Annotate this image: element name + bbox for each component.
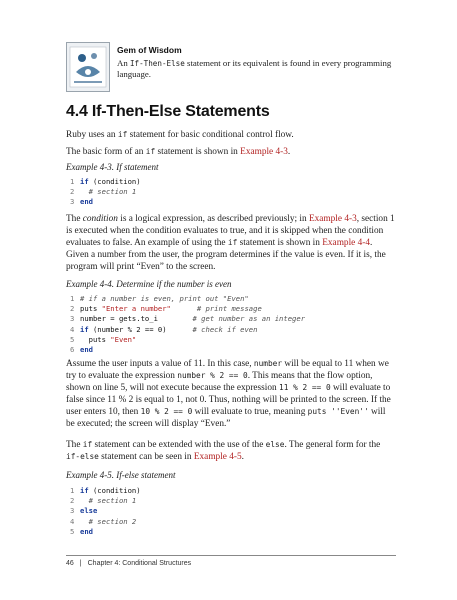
- code-token: (condition): [88, 486, 141, 495]
- code-token: [80, 496, 89, 505]
- example-caption: Example 4-4. Determine if the number is even: [66, 279, 232, 289]
- code-token: number = gets.to_i: [80, 314, 158, 324]
- gem-title: Gem of Wisdom: [117, 45, 182, 55]
- line-number: 2: [70, 304, 75, 314]
- code-token: # print message: [196, 304, 262, 314]
- example-link[interactable]: Example 4-3: [308, 214, 357, 224]
- code-token: "Enter a number": [101, 304, 171, 314]
- line-number: 3: [70, 197, 75, 207]
- code-line: [70, 335, 305, 345]
- code-line: [70, 325, 305, 335]
- code-token: if: [80, 324, 89, 334]
- paragraph-else: The if statement can be extended with the use of the else. The general form for the if-else statement can be seen in Example 4-5.: [66, 440, 381, 462]
- code-line: [70, 486, 141, 496]
- code-block-example-4-3: [70, 177, 141, 208]
- code-block-example-4-4: [70, 294, 305, 355]
- gem-text: An If-Then-Else statement or its equivalent is found in every programming language.: [117, 58, 392, 79]
- footer-separator: |: [79, 560, 82, 567]
- paragraph-condition: The condition is a logical expression, as described previously; in Example 4-3, section 1 is executed when the condition evaluates to true, and it is skipped when the condition evaluates to false. An example of using the if statement is shown in Example 4-4. Given a number from the user, the program determines if the value is even. If it is, the program will print “Even” to the screen.: [66, 214, 395, 272]
- inline-code: puts ''Even'': [307, 407, 369, 416]
- code-token: # section 1: [88, 496, 137, 506]
- inline-code: if: [117, 130, 128, 139]
- code-token: if: [80, 177, 89, 186]
- code-line: [70, 314, 305, 324]
- code-line: [70, 187, 141, 197]
- example-link[interactable]: Example 4-3: [240, 147, 288, 157]
- inline-code: If-Then-Else: [129, 59, 185, 68]
- inline-code: if-else: [66, 452, 99, 461]
- gem-of-wisdom-callout: [66, 40, 406, 96]
- line-number: 3: [70, 314, 75, 324]
- line-number: 4: [70, 516, 75, 526]
- code-token: end: [80, 526, 93, 536]
- line-number: 5: [70, 526, 75, 536]
- code-token: [167, 325, 193, 334]
- code-line: [70, 294, 305, 304]
- footer-rule: [66, 555, 396, 556]
- inline-code: 11 % 2 == 0: [279, 383, 331, 392]
- chapter-title: Chapter 4: Conditional Structures: [87, 560, 192, 567]
- inline-code: number % 2 == 0: [177, 371, 248, 380]
- inline-code: if: [227, 238, 238, 247]
- code-token: [80, 187, 89, 196]
- code-token: # get number as an integer: [192, 314, 306, 324]
- code-token: (condition): [88, 177, 141, 186]
- code-token: "Even": [110, 334, 137, 344]
- example-caption: Example 4-3. If statement: [66, 162, 159, 172]
- code-token: puts: [80, 304, 102, 314]
- code-line: [70, 517, 141, 527]
- page-footer: [66, 560, 191, 567]
- code-token: [158, 314, 193, 323]
- line-number: 1: [70, 294, 75, 303]
- code-line: [70, 177, 141, 187]
- paragraph-intro: Ruby uses an if statement for basic conditional control flow.: [66, 130, 294, 140]
- code-line: [70, 496, 141, 506]
- code-token: [80, 517, 89, 526]
- code-token: # section 2: [88, 516, 137, 526]
- code-line: [70, 345, 305, 355]
- line-number: 3: [70, 506, 75, 516]
- page-number: 46: [66, 560, 74, 567]
- code-line: [70, 197, 141, 207]
- line-number: 4: [70, 324, 75, 334]
- section-title: 4.4 If-Then-Else Statements: [66, 103, 270, 120]
- gem-icon: [66, 42, 110, 92]
- line-number: 5: [70, 334, 75, 344]
- example-link[interactable]: Example 4-5: [193, 452, 242, 462]
- code-token: # check if even: [192, 324, 258, 334]
- code-block-example-4-5: [70, 486, 141, 537]
- code-token: puts: [80, 334, 111, 344]
- code-token: # if a number is even, print out "Even": [80, 294, 249, 303]
- code-line: [70, 304, 305, 314]
- code-token: end: [80, 344, 93, 354]
- paragraph-assume-input: Assume the user inputs a value of 11. In this case, number will be equal to 11 when we try to evaluate the expression number % 2 == 0. This means that the flow option, shown on line 5, will not execute because the expression 11 % 2 == 0 will evaluate to false since 11 % 2 is equal to 1, not 0. Thus, nothing will be printed to the screen. If the user enters 10, then 10 % 2 == 0 will evaluate to true, meaning puts ''Even'' will be executed; the screen will display “Even.”: [66, 359, 391, 429]
- code-token: if: [80, 486, 89, 495]
- paragraph-basic-form: The basic form of an if statement is shown in Example 4-3.: [66, 147, 291, 157]
- example-caption: Example 4-5. If-else statement: [66, 470, 176, 480]
- code-token: # section 1: [88, 187, 137, 197]
- code-token: end: [80, 197, 93, 207]
- code-token: [171, 304, 197, 313]
- inline-code: number: [253, 359, 283, 368]
- code-token: else: [80, 506, 98, 516]
- example-link[interactable]: Example 4-4: [322, 238, 370, 248]
- code-line: [70, 506, 141, 516]
- code-line: [70, 527, 141, 537]
- line-number: 2: [70, 496, 75, 506]
- line-number: 6: [70, 344, 75, 354]
- code-token: (number % 2 == 0): [88, 324, 167, 334]
- line-number: 1: [70, 177, 75, 186]
- inline-code: 10 % 2 == 0: [140, 407, 193, 416]
- inline-code: if: [145, 147, 156, 156]
- inline-code: else: [265, 440, 285, 449]
- line-number: 2: [70, 187, 75, 197]
- inline-code: if: [82, 440, 93, 449]
- line-number: 1: [70, 486, 75, 495]
